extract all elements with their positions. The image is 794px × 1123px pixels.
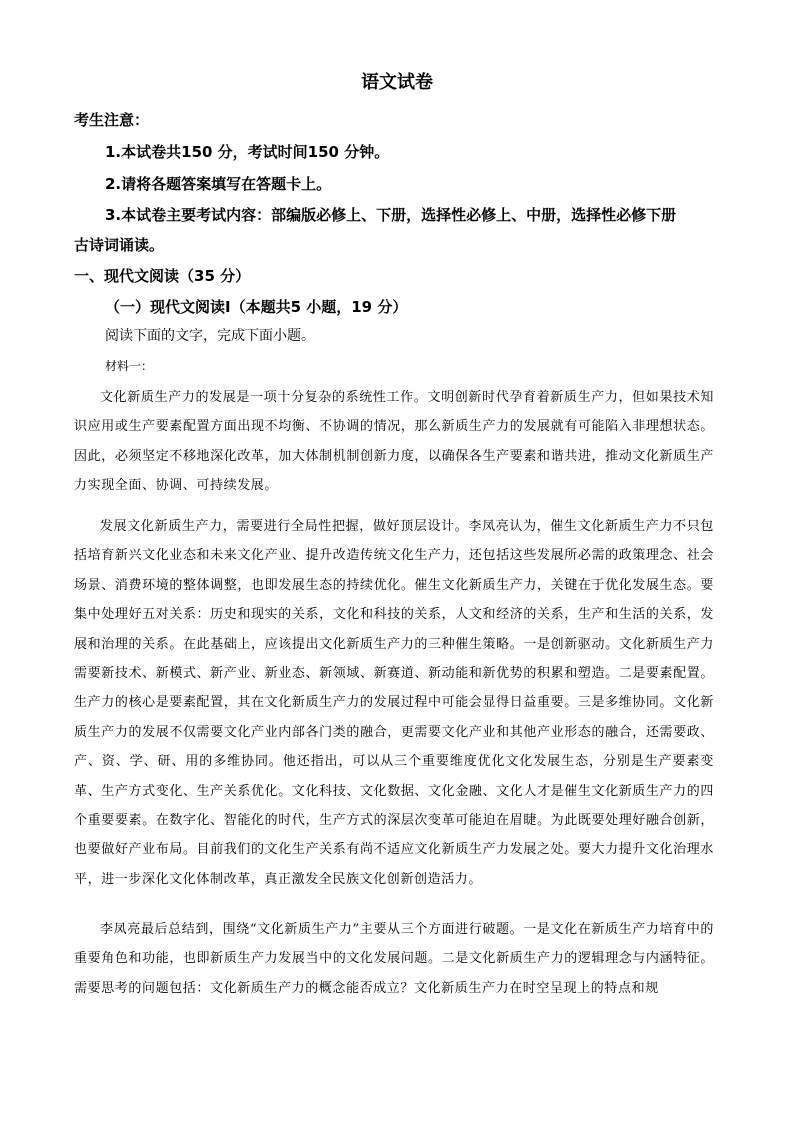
- notice-item-3: 3.本试卷主要考试内容：部编版必修上、下册，选择性必修上、中册，选择性必修下册: [105, 206, 677, 224]
- page-title: 语文试卷: [361, 72, 433, 93]
- material-label: 材料一：: [105, 359, 154, 373]
- subsection-heading: （一）现代文阅读Ⅰ（本题共5 小题，19 分）: [105, 298, 408, 316]
- passage-paragraph-1: 文化新质生产力的发展是一项十分复杂的系统性工作。文明创新时代孕育着新质生产力，但如果技术知识应用或生产要素配置方面出现不均衡、不协调的情况，那么新质生产力的发展就有可能陷入非理想状态。因此，必须坚定不移地深化改革，加大体制机制创新力度，以确保各生产要素和谐共进，推动文化新质生产力实现全面、协调、可持续发展。: [74, 390, 714, 494]
- passage-paragraph-3: 李凤亮最后总结到，围绕“文化新质生产力”主要从三个方面进行破题。一是文化在新质生产力培育中的重要角色和功能，也即新质生产力发展当中的文化发展问题。二是文化新质生产力的逻辑理念与内涵特征。需要思考的问题包括：文化新质生产力的概念能否成立？文化新质生产力在时空呈现上的特点和规: [74, 922, 714, 996]
- passage-paragraph-2: 发展文化新质生产力，需要进行全局性把握，做好顶层设计。李凤亮认为，催生文化新质生产力不只包括培育新兴文化业态和未来文化产业、提升改造传统文化生产力，还包括这些发展所必需的政策理念、社会场景、消费环境的整体调整，也即发展生态的持续优化。催生文化新质生产力，关键在于优化发展生态。要集中处理好五对关系：历史和现实的关系，文化和科技的关系，人文和经济的关系，生产和生活的关系，发展和治理的关系。在此基础上，应该提出文化新质生产力的三种催生策略。一是创新驱动。文化新质生产力需要新技术、新模式、新产业、新业态、新领域、新赛道、新动能和新优势的积累和塑造。二是要素配置。生产力的核心是要素配置，其在文化新质生产力的发展过程中可能会显得日益重要。三是多维协同。文化新质生产力的发展不仅需要文化产业内部各门类的融合，更需要文化产业和其他产业形态的融合，还需要政、产、资、学、研、用的多维协同。他还指出，可以从三个重要维度优化文化发展生态，分别是生产要素变革、生产方式变化、生产关系优化。文化科技、文化数据、文化金融、文化人才是催生文化新质生产力的四个重要要素。在数字化、智能化的时代，生产方式的深层次变革可能迫在眉睫。为此既要处理好融合创新，也要做好产业布局。目前我们的文化生产关系有尚不适应文化新质生产力发展之处。要大力提升文化治理水平，进一步深化文化体制改革，真正激发全民族文化创新创造活力。: [74, 519, 714, 887]
- notice-item-1: 1.本试卷共150 分，考试时间150 分钟。: [105, 143, 390, 161]
- notice-item-3-continued: 古诗词诵读。: [74, 236, 165, 254]
- reading-instruction: 阅读下面的文字，完成下面小题。: [105, 328, 315, 344]
- notice-heading: 考生注意：: [74, 111, 150, 129]
- section-heading: 一、现代文阅读（35 分）: [74, 267, 251, 285]
- notice-item-2: 2.请将各题答案填写在答题卡上。: [105, 175, 332, 193]
